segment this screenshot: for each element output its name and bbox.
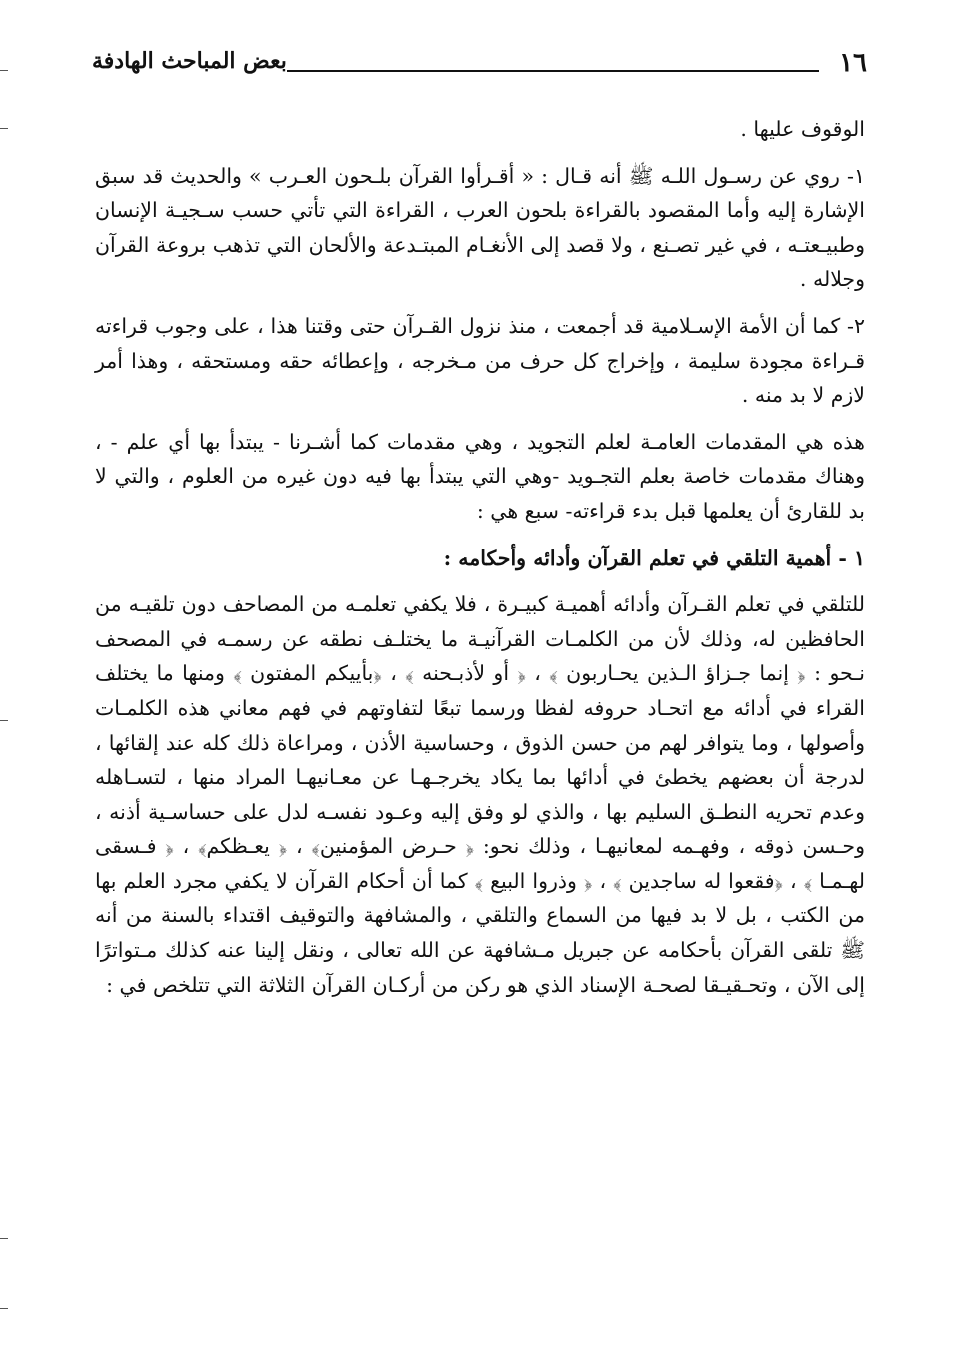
scan-margin-mark: [0, 720, 8, 721]
paragraph-talaqqi: للتلقي في تعلم القـرآن وأدائه أهميـة كبيـرة ، فلا يكفي تعلمـه من المصاحف دون تلقيـه من الحافظين له، وذلك لأن من الكلمـات القرآنيـة ما يختلـف نطقه عن رسمـه في المصحف نـحو : ﴿ إنما جـزاؤ الـذين يحـاربون ﴾ ، ﴿ أو لأذبـحنه ﴾ ، ﴿بأييكم المفتون ﴾ ومنها ما يختلف القراء في أدائه مع اتحـاد حروفه لفظا ورسما تبعًا لتفاوتهم في فهم معاني هذه الكلمـات وأصولها ، وما يتوافر لهم من حسن الذوق ، وحساسية الأذن ، ومراعاة ذلك كله عند إلقائها ، لدرجة أن بعضهم يخطئ في أدائها بما يكاد يخرجـهـا عن معـانيهـا المراد منها ، لتسـاهله وعدم تحريه النطـق السليم بها ، والذي لو وفق إليه وعـود نفسـه لدل على حساسـية أذنه ، وحـسن ذوقه ، وفهـمه لمعانيهـا ، وذلك نحو: ﴿ حـرض المؤمنين﴾ ، ﴿ يعـظكم﴾ ، ﴿ فـسقى لهـمـا ﴾ ، ﴿فقعوا له ساجدين ﴾ ، ﴿ وذروا البيع ﴾ كما أن أحكام القرآن لا يكفي مجرد العلم بها من الكتب ، بل لا بد فيها من السماع والتلقي ، والمشافهة والتوقيف اقتداء بالسنة من أنه ﷺ تلقى القرآن بأحكامه عن جبريل مـشافهة عن الله تعالى ، ونقل إلينا عنه كذلك مـتواترًا إلى الآن ، وتحـقيـقا لصحـة الإسناد الذي هو ركن من أركـان القرآن الثلاثة التي تتلخص في :: [95, 592, 865, 997]
section-heading: ١ - أهمية التلقي في تعلم القرآن وأدائه وأحكامه :: [443, 545, 865, 570]
page-number: ١٦: [839, 48, 867, 78]
header-rule: [287, 70, 819, 72]
scan-margin-mark: [0, 1308, 8, 1309]
paragraph-point-2: ٢- كما أن الأمة الإسـلامية قد أجمعت ، منذ نزول القـرآن حتى وقتنا هذا ، على وجوب قراءته قـراءة مجودة سليمة ، وإخراج كل حرف من مـخرجه ، وإعطائه حقه ومستحقه ، وهذا أمر لازم لا بد منه .: [95, 313, 865, 408]
scan-margin-mark: [0, 70, 8, 71]
body-text: [95, 112, 865, 1002]
page-header: [92, 44, 867, 88]
scan-margin-mark: [0, 128, 8, 129]
running-title: بعض المباحث الهادفة: [92, 48, 287, 74]
scan-margin-mark: [0, 1238, 8, 1239]
paragraph-introductions: هذه هي المقدمات العامـة لعلم التجويد ، وهي مقدمات كما أشـرنا - يبتدأ بها أي علم - ، وهناك مقدمات خاصة بعلم التجـويد -وهي التي يبتدأ بها فيه دون غيره من العلوم ، والتي لا بد للقارئ أن يعلمها قبل بدء قراءته- سبع هي :: [95, 429, 865, 523]
paragraph-continuation: الوقوف عليها .: [740, 117, 865, 141]
paragraph-point-1: ١- روي عن رسـول اللـه ﷺ أنه قـال : « أقـرأوا القرآن بلـحون العـرب » والحديث قد سبق الإشارة إليه وأما المقصود بالقراءة بلحون العرب ، القراءة التي تأتي حسب سـجيـة الإنسان وطبيـعتـه ، في غير تصـنع ، ولا قصد إلى الأنغـام المبتـدعة والألحان التي تذهب بروعة القرآن وجلاله .: [95, 163, 865, 292]
